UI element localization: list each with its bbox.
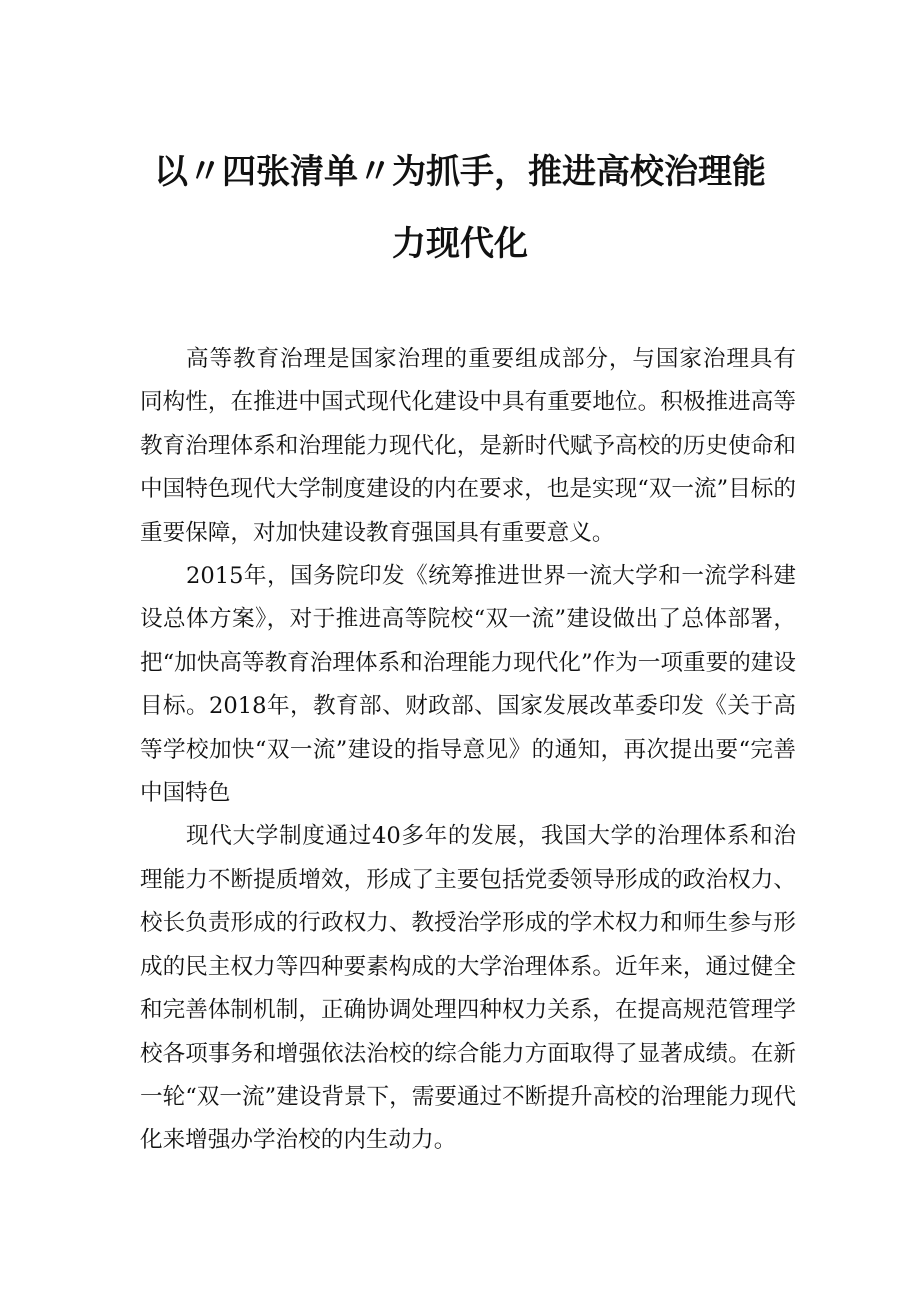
- document-body: [140, 338, 796, 1163]
- paragraph-3: 现代大学制度通过40多年的发展，我国大学的治理体系和治理能力不断提质增效，形成了主要包括党委领导形成的政治权力、校长负责形成的行政权力、教授治学形成的学术权力和师生参与形成的民主权力等四种要素构成的大学治理体系。近年来，通过健全和完善体制机制，正确协调处理四种权力关系，在提高规范管理学校各项事务和增强依法治校的综合能力方面取得了显著成绩。在新一轮“双一流”建设背景下，需要通过不断提升高校的治理能力现代化来增强办学治校的内生动力。: [140, 823, 796, 1154]
- document-title-line-1: 以〃四张清单〃为抓手，推进高校治理能: [154, 152, 766, 192]
- document-title-line-2: 力现代化: [392, 224, 528, 264]
- paragraph-2: 2015年，国务院印发《统筹推进世界一流大学和一流学科建设总体方案》，对于推进高等院校“双一流”建设做出了总体部署，把“加快高等教育治理体系和治理能力现代化”作为一项重要的建设目标。2018年，教育部、财政部、国家发展改革委印发《关于高等学校加快“双一流”建设的指导意见》的通知，再次提出要“完善中国特色: [140, 563, 796, 807]
- paragraph-1: 高等教育治理是国家治理的重要组成部分，与国家治理具有同构性，在推进中国式现代化建设中具有重要地位。积极推进高等教育治理体系和治理能力现代化，是新时代赋予高校的历史使命和中国特色现代大学制度建设的内在要求，也是实现“双一流”目标的重要保障，对加快建设教育强国具有重要意义。: [140, 346, 796, 546]
